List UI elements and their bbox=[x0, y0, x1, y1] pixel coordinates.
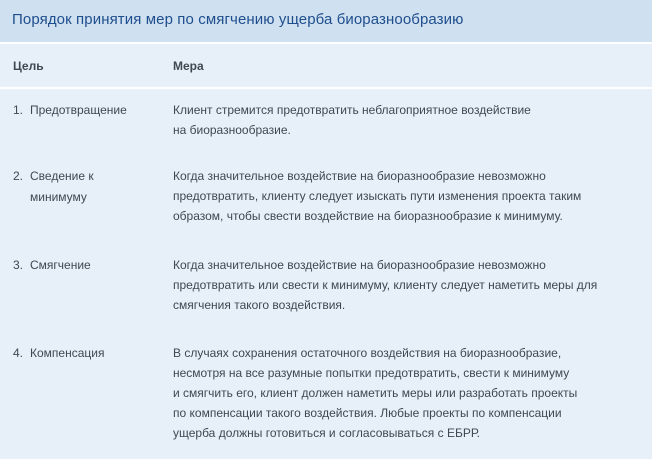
measure-line: образом, чтобы свести воздействие на биоразнообразие к минимуму. bbox=[173, 209, 563, 223]
measure-line: предотвратить или свести к минимуму, клиенту следует наметить меры для bbox=[173, 278, 598, 292]
measure-line: на биоразнообразие. bbox=[173, 123, 291, 137]
goal-text-continued: минимуму bbox=[30, 190, 87, 204]
measure-cell bbox=[173, 100, 633, 140]
goal-cell bbox=[13, 100, 153, 121]
goal-text: Сведение к bbox=[30, 169, 94, 183]
measure-line: Клиент стремится предотвратить неблагоприятное воздействие bbox=[173, 103, 531, 117]
measure-line: несмотря на все разумные попытки предотвратить, свести к минимуму bbox=[173, 366, 570, 380]
measure-line: ущерба должны готовиться и согласовываться с ЕБРР. bbox=[173, 426, 480, 440]
goal-text: Смягчение bbox=[30, 258, 91, 272]
goal-text: Компенсация bbox=[30, 346, 105, 360]
title-bar bbox=[0, 0, 652, 44]
measure-cell bbox=[173, 343, 633, 443]
goal-cell bbox=[13, 255, 153, 276]
goal-cell bbox=[13, 166, 153, 208]
measure-line: предотвратить, клиенту следует изыскать пути изменения проекта таким bbox=[173, 189, 582, 203]
table-title: Порядок принятия мер по смягчению ущерба биоразнообразию bbox=[12, 11, 464, 28]
measure-line: В случаях сохранения остаточного воздействия на биоразнообразие, bbox=[173, 346, 562, 360]
column-header-goal: Цель bbox=[13, 59, 44, 73]
measure-cell bbox=[173, 255, 633, 315]
goal-text: Предотвращение bbox=[30, 103, 127, 117]
row-number: 4. bbox=[13, 346, 24, 360]
goal-cell bbox=[13, 343, 153, 364]
column-header-measure: Мера bbox=[173, 59, 204, 73]
measure-line: и смягчить его, клиент должен наметить меры или разработать проекты bbox=[173, 386, 578, 400]
table-header-row bbox=[0, 46, 652, 89]
measure-line: Когда значительное воздействие на биоразнообразие невозможно bbox=[173, 169, 546, 183]
row-number: 2. bbox=[13, 169, 24, 183]
measure-cell bbox=[173, 166, 633, 226]
measure-line: по компенсации такого воздействия. Любые проекты по компенсации bbox=[173, 406, 562, 420]
measure-line: смягчения такого воздействия. bbox=[173, 298, 346, 312]
row-number: 3. bbox=[13, 258, 24, 272]
measure-line: Когда значительное воздействие на биоразнообразие невозможно bbox=[173, 258, 546, 272]
row-number: 1. bbox=[13, 103, 24, 117]
